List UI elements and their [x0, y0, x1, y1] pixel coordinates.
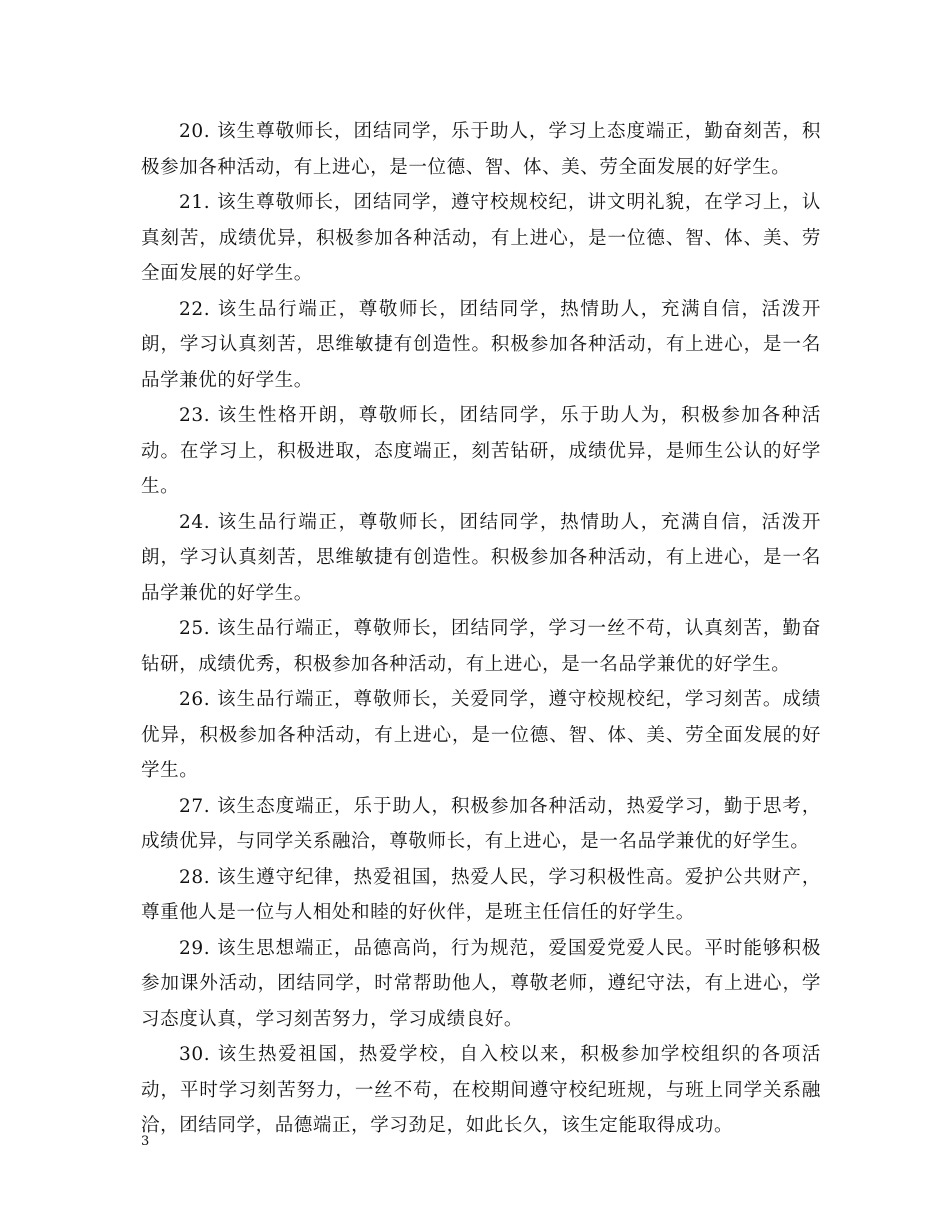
document-body: [141, 114, 821, 1144]
paragraph-28: 28. 该生遵守纪律，热爱祖国，热爱人民，学习积极性高。爱护公共财产，尊重他人是一位与人相处和睦的好伙伴，是班主任信任的好学生。: [141, 866, 821, 923]
paragraph-22: 22. 该生品行端正，尊敬师长，团结同学，热情助人，充满自信，活泼开朗，学习认真刻苦，思维敏捷有创造性。积极参加各种活动，有上进心，是一名品学兼优的好学生。: [141, 298, 821, 391]
paragraph-23: 23. 该生性格开朗，尊敬师长，团结同学，乐于助人为，积极参加各种活动。在学习上，积极进取，态度端正，刻苦钻研，成绩优异，是师生公认的好学生。: [141, 405, 821, 497]
paragraph-30: 30. 该生热爱祖国，热爱学校，自入校以来，积极参加学校组织的各项活动，平时学习刻苦努力，一丝不苟，在校期间遵守校纪班规，与班上同学关系融洽，团结同学，品德端正，学习劲足，如此长久，该生定能取得成功。: [141, 1044, 821, 1136]
paragraph-20: 20. 该生尊敬师长，团结同学，乐于助人，学习上态度端正，勤奋刻苦，积极参加各种活动，有上进心，是一位德、智、体、美、劳全面发展的好学生。: [141, 121, 821, 178]
paragraph-24: 24. 该生品行端正，尊敬师长，团结同学，热情助人，充满自信，活泼开朗，学习认真刻苦，思维敏捷有创造性。积极参加各种活动，有上进心，是一名品学兼优的好学生。: [141, 511, 821, 604]
page-number: 3: [141, 1134, 150, 1149]
paragraph-21: 21. 该生尊敬师长，团结同学，遵守校规校纪，讲文明礼貌，在学习上，认真刻苦，成绩优异，积极参加各种活动，有上进心，是一位德、智、体、美、劳全面发展的好学生。: [141, 192, 821, 284]
paragraph-25: 25. 该生品行端正，尊敬师长，团结同学，学习一丝不苟，认真刻苦，勤奋钻研，成绩优秀，积极参加各种活动，有上进心，是一名品学兼优的好学生。: [141, 618, 821, 675]
paragraph-26: 26. 该生品行端正，尊敬师长，关爱同学，遵守校规校纪，学习刻苦。成绩优异，积极参加各种活动，有上进心，是一位德、智、体、美、劳全面发展的好学生。: [141, 689, 821, 781]
paragraph-27: 27. 该生态度端正，乐于助人，积极参加各种活动，热爱学习，勤于思考，成绩优异，与同学关系融洽，尊敬师长，有上进心，是一名品学兼优的好学生。: [141, 795, 821, 852]
paragraph-29: 29. 该生思想端正，品德高尚，行为规范，爱国爱党爱人民。平时能够积极参加课外活动，团结同学，时常帮助他人，尊敬老师，遵纪守法，有上进心，学习态度认真，学习刻苦努力，学习成绩良好。: [141, 937, 821, 1030]
